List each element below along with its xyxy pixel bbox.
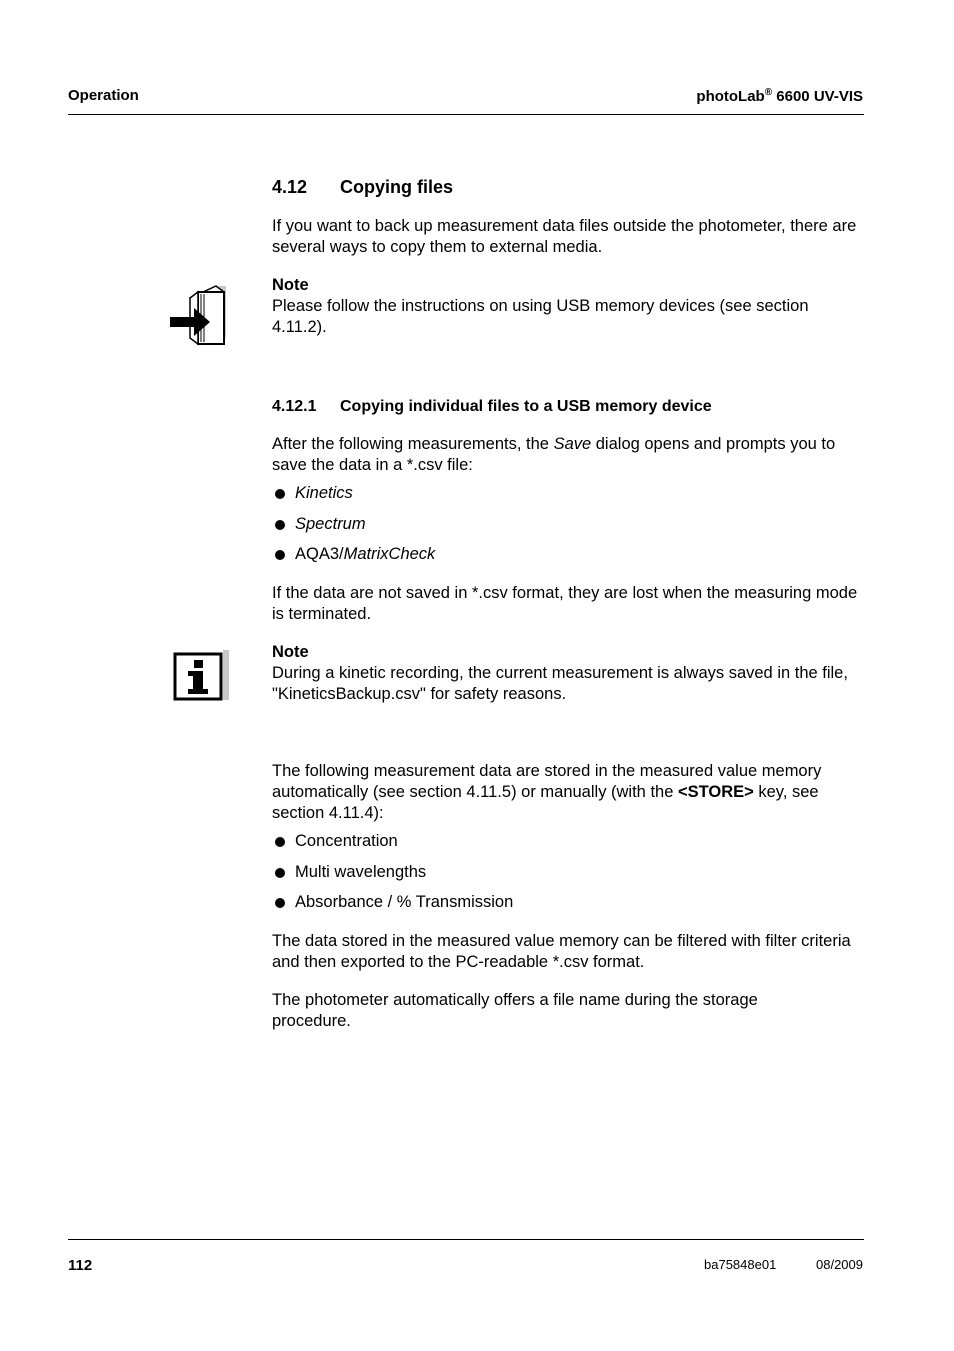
csv-warning-paragraph: If the data are not saved in *.csv format, they are lost when the measuring mode is terminated.: [272, 584, 858, 623]
filter-paragraph: The data stored in the measured value memory can be filtered with filter criteria and then exported to the PC-readable *.csv format.: [272, 932, 851, 971]
note1-title: Note: [272, 276, 309, 294]
intro-paragraph: If you want to back up measurement data files outside the photometer, there are several ways to copy them to external media.: [272, 217, 857, 256]
bullet-icon: [275, 520, 285, 530]
note1-text: Please follow the instructions on using USB memory devices (see section 4.11.2).: [272, 297, 809, 336]
bullet-icon: [275, 550, 285, 560]
note2-text: During a kinetic recording, the current measurement is always saved in the file, "KineticsBackup.csv" for safety reasons.: [272, 664, 848, 703]
page-number: 112: [68, 1257, 93, 1274]
note2-title: Note: [272, 643, 309, 661]
header-product-name: photoLab® 6600 UV-VIS: [696, 87, 863, 105]
filename-paragraph: The photometer automatically offers a file name during the storage procedure.: [272, 991, 758, 1030]
bullet-icon: [275, 489, 285, 499]
subsection-number: 4.12.1: [272, 398, 317, 415]
section-number: 4.12: [272, 177, 308, 197]
document-id: ba75848e01: [704, 1257, 777, 1272]
header-rule: [68, 114, 864, 115]
book-arrow-icon: [168, 284, 230, 348]
header-section-label: Operation: [68, 87, 139, 104]
bullet-icon: [275, 898, 285, 908]
bullet-icon: [275, 837, 285, 847]
info-icon: [173, 648, 229, 702]
document-date: 08/2009: [816, 1257, 863, 1272]
section-title: Copying files: [340, 177, 454, 197]
memory-paragraph: The following measurement data are stored in the measured value memory automatically (see section 4.11.5) or manually (with the <STORE> key, see section 4.11.4):: [272, 762, 822, 822]
save-dialog-paragraph: After the following measurements, the Save dialog opens and prompts you to save the data in a *.csv file:: [272, 435, 836, 474]
bullet-icon: [275, 868, 285, 878]
footer-rule: [68, 1239, 864, 1240]
subsection-title: Copying individual files to a USB memory device: [340, 398, 712, 415]
